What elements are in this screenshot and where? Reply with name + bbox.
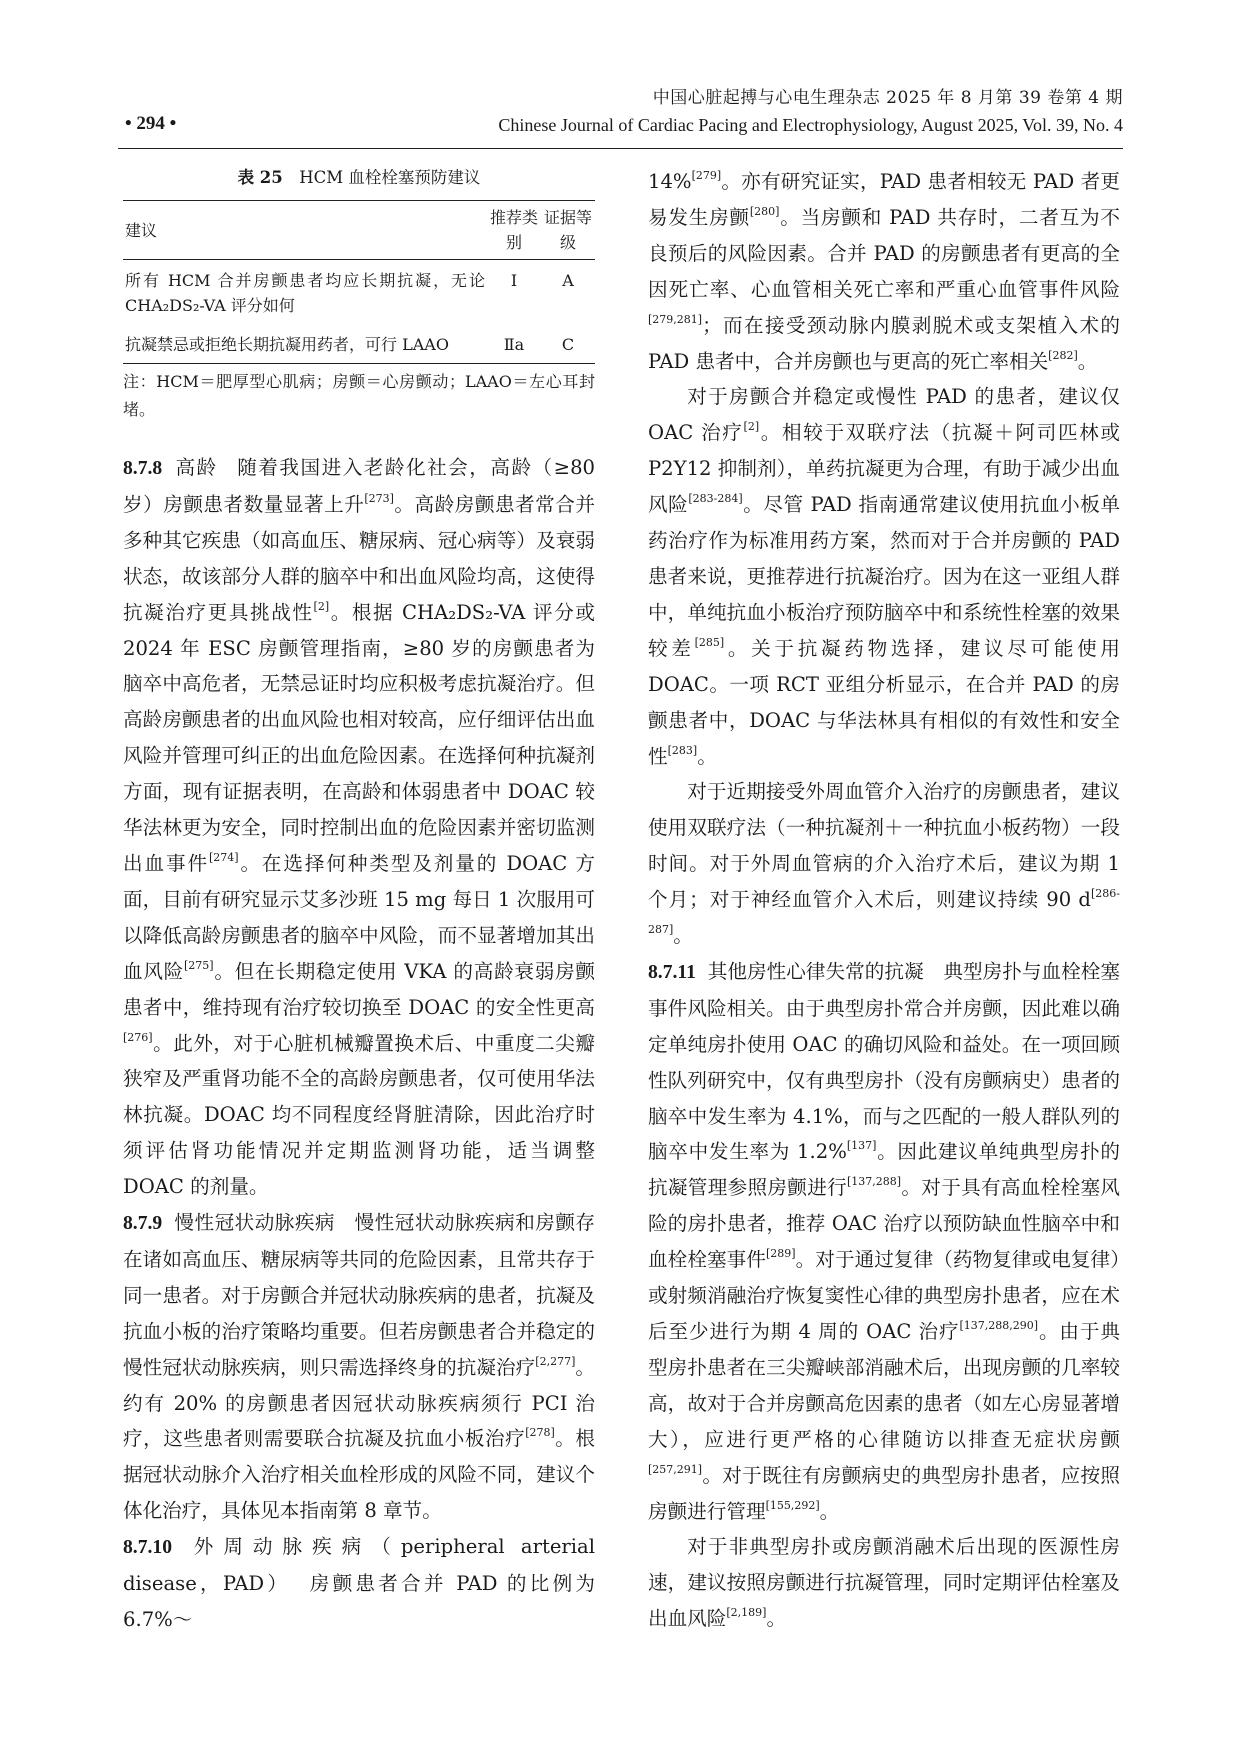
section-title: 慢性冠状动脉疾病 xyxy=(173,1211,336,1235)
section-8-7-8 xyxy=(123,450,595,1205)
citation: [279,281] xyxy=(648,312,703,326)
right-column xyxy=(648,164,1120,1637)
section-8-7-10 xyxy=(123,1529,595,1638)
body-text: 。根据冠状动脉介入治疗相关血栓形成的风险不同，建议个体化治疗，具体见本指南第 8 章节。 xyxy=(123,1427,595,1523)
header-recommendation: 建议 xyxy=(125,220,158,240)
body-text: 对于非典型房扑或房颤消融术后出现的医源性房速，建议按照房颤进行抗凝管理，同时定期评估栓塞及出血风险 xyxy=(648,1535,1120,1631)
citation: [2,277] xyxy=(535,1354,576,1368)
body-text: 。 xyxy=(819,1499,840,1523)
body-text: 。亦有研究证实，PAD 患者相较无 PAD 者更易发生房颤 xyxy=(648,170,1120,229)
body-text: 。 xyxy=(673,924,693,948)
row-recommendation: 所有 HCM 合并房颤患者均应长期抗凝，无论 CHA₂DS₂-VA 评分如何 xyxy=(125,271,485,315)
table-header-row xyxy=(123,201,595,260)
journal-title-cn: 中国心脏起搏与心电生理杂志 2025 年 8 月第 39 卷第 4 期 xyxy=(652,88,1123,108)
section-8-7-9 xyxy=(123,1205,595,1529)
citation: [275] xyxy=(184,958,214,972)
left-column xyxy=(123,164,595,1638)
body-text: 。 xyxy=(697,744,717,768)
citation: [137] xyxy=(846,1139,877,1153)
section-8-7-11 xyxy=(648,954,1120,1530)
section-title: 其他房性心律失常的抗凝 xyxy=(707,959,924,983)
journal-title-en: Chinese Journal of Cardiac Pacing and Electrophysiology, August 2025, Vol. 39, No. 4 xyxy=(498,115,1123,135)
body-text: 14% xyxy=(648,170,692,193)
header-level: 证据等级 xyxy=(543,208,592,252)
body-text: 。当房颤和 PAD 共存时，二者互为不良预后的风险因素。合并 PAD 的房颤患者有更高的全因死亡率、心血管相关死亡率和严重心血管事件风险 xyxy=(648,205,1121,301)
body-text: 。此外，对于心脏机械瓣置换术后、中重度二尖瓣狭窄及严重肾功能不全的高龄房颤患者，仅可使用华法林抗凝。DOAC 均不同程度经肾脏清除，因此治疗时须评估肾功能情况并定期监测肾功能，适当调整 DOAC 的剂量。 xyxy=(123,1031,595,1199)
row-level: C xyxy=(561,335,575,354)
section-number: 8.7.9 xyxy=(123,1213,163,1235)
body-text: 。但在长期稳定使用 VKA 的高龄衰弱房颤患者中，维持现有治疗较切换至 DOAC 的安全性更高 xyxy=(123,959,595,1019)
body-text: 。关于抗凝药物选择，建议尽可能使用 DOAC。一项 RCT 亚组分析显示，在合并 PAD 的房颤患者中，DOAC 与华法林具有相似的有效性和安全性 xyxy=(648,636,1121,768)
paragraph xyxy=(648,379,1120,774)
citation: [280] xyxy=(749,204,780,218)
table-row xyxy=(123,324,595,364)
paragraph xyxy=(648,1529,1120,1637)
body-text: 。因此建议单纯典型房扑的抗凝管理参照房颤进行 xyxy=(648,1140,1120,1200)
row-level: A xyxy=(562,271,574,290)
section-title: 外周动脉疾病（peripheral arterial disease，PAD） xyxy=(123,1535,595,1596)
section-number: 8.7.11 xyxy=(648,961,696,983)
table-caption xyxy=(123,166,595,190)
citation: [2,189] xyxy=(726,1606,767,1620)
paragraph xyxy=(648,164,1120,379)
citation: [155,292] xyxy=(765,1498,820,1512)
body-text: ；而在接受颈动脉内膜剥脱术或支架植入术的 PAD 患者中，合并房颤也与更高的死亡率相关 xyxy=(648,313,1120,373)
body-text: 。相较于双联疗法（抗凝＋阿司匹林或 P2Y12 抑制剂），单药抗凝更为合理，有助于减少出血风险 xyxy=(648,421,1121,517)
table-note: 注：HCM＝肥厚型心肌病；房颤＝心房颤动；LAAO＝左心耳封堵。 xyxy=(123,372,595,419)
citation: [2] xyxy=(743,420,760,434)
citation: [274] xyxy=(208,850,239,864)
header-rule xyxy=(118,148,1123,149)
body-text: 。根据 CHA₂DS₂-VA 评分或 2024 年 ESC 房颤管理指南，≥80 岁的房颤患者为脑卒中高危者，无禁忌证时均应积极考虑抗凝治疗。但高龄房颤患者的出血风险也相对较高，应仔细评估出血风险并管理可纠正的出血危险因素。在选择何种抗凝剂方面，现有证据表明，在高龄和体弱患者中 DOAC 较华法林更为安全，同时控制出血的危险因素并密切监测出血事件 xyxy=(123,600,595,875)
row-class: Ⅰ xyxy=(510,271,518,290)
body-text: 。由于典型房扑患者在三尖瓣峡部消融术后，出现房颤的几率较高，故对于合并房颤高危因素的患者（如左心房显著增大），应进行更严格的心律随访以排查无症状房颤 xyxy=(648,1320,1120,1451)
body-text: 。 xyxy=(766,1607,787,1631)
citation: [286-287] xyxy=(648,887,1120,937)
citation: [137,288,290] xyxy=(959,1319,1039,1332)
row-recommendation: 抗凝禁忌或拒绝长期抗凝用药者，可行 LAAO xyxy=(125,335,449,354)
section-number: 8.7.10 xyxy=(123,1537,172,1559)
citation: [279] xyxy=(691,169,722,182)
body-text: 对于房颤合并稳定或慢性 PAD 的患者，建议仅 OAC 治疗 xyxy=(648,385,1120,445)
section-title: 高龄 xyxy=(173,456,218,479)
body-text: 。对于通过复律（药物复律或电复律）或射频消融治疗恢复窦性心律的典型房扑患者，应在术后至少进行为期 4 周的 OAC 治疗 xyxy=(648,1248,1120,1343)
citation: [289] xyxy=(765,1247,796,1261)
table-caption-number: 表 25 xyxy=(237,168,283,187)
citation: [257,291] xyxy=(648,1462,703,1476)
table-row xyxy=(123,260,595,325)
body-text: 。高龄房颤患者常合并多种其它疾患（如高血压、糖尿病、冠心病等）及衰弱状态，故该部分人群的脑卒中和出血风险均高，这使得抗凝治疗更具挑战性 xyxy=(123,492,595,624)
body-text: 房颤患者合并 PAD 的比例为 6.7%～ xyxy=(123,1572,595,1631)
citation: [283] xyxy=(667,743,698,757)
body-text: 。尽管 PAD 指南通常建议使用抗血小板单药治疗作为标准用药方案，然而对于合并房颤的 PAD 患者来说，更推荐进行抗凝治疗。因为在这一亚组人群中，单纯抗血小板治疗预防脑卒中和系统性栓塞的效果较差 xyxy=(648,493,1121,660)
citation: [282] xyxy=(1048,348,1078,362)
table-25 xyxy=(123,166,595,424)
citation: [137,288] xyxy=(847,1175,902,1189)
row-class: Ⅱa xyxy=(503,335,525,354)
recommendation-table xyxy=(123,200,595,364)
body-text: 。约有 20% 的房颤患者因冠状动脉疾病须行 PCI 治疗，这些患者则需要联合抗凝及抗血小板治疗 xyxy=(123,1355,596,1451)
body-text: 对于近期接受外周血管介入治疗的房颤患者，建议使用双联疗法（一种抗凝剂＋一种抗血小板药物）一段时间。对于外周血管病的介入治疗术后，建议为期 1 个月；对于神经血管介入术后，则建议持续 90 d xyxy=(648,780,1120,912)
section-number: 8.7.8 xyxy=(123,458,163,479)
body-text: 。在选择何种类型及剂量的 DOAC 方面，目前有研究显示艾多沙班 15 mg 每日 1 次服用可以降低高龄房颤患者的脑卒中风险，而不显著增加其出血风险 xyxy=(123,851,596,983)
body-text: 。对于既往有房颤病史的典型房扑患者，应按照房颤进行管理 xyxy=(648,1463,1120,1523)
citation: [273] xyxy=(364,491,394,505)
table-caption-title: HCM 血栓栓塞预防建议 xyxy=(299,168,481,187)
spacer xyxy=(123,436,595,450)
body-text: 慢性冠状动脉疾病和房颤存在诸如高血压、糖尿病等共同的危险因素，且常共存于同一患者。对于房颤合并冠状动脉疾病的患者，抗凝及抗血小板的治疗策略均重要。但若房颤患者合并稳定的慢性冠状动脉疾病，则只需选择终身的抗凝治疗 xyxy=(123,1211,596,1379)
body-text: 。 xyxy=(1077,349,1098,373)
citation: [2] xyxy=(313,599,330,613)
body-text: 随着我国进入老龄化社会，高龄（≥80 岁）房颤患者数量显著上升 xyxy=(123,456,596,516)
citation: [276] xyxy=(123,1030,153,1044)
body-text: 典型房扑与血栓栓塞事件风险相关。由于典型房扑常合并房颤，因此难以确定单纯房扑使用 OAC 的确切风险和益处。在一项回顾性队列研究中，仅有典型房扑（没有房颤病史）患者的脑卒中发生率为 4.1%，而与之匹配的一般人群队列的脑卒中发生率为 1.2% xyxy=(648,959,1121,1164)
citation: [283-284] xyxy=(688,492,743,506)
header-class: 推荐类别 xyxy=(489,208,538,252)
citation: [285] xyxy=(694,635,725,649)
paragraph xyxy=(648,774,1120,954)
body-text: 。对于具有高血栓栓塞风险的房扑患者，推荐 OAC 治疗以预防缺血性脑卒中和血栓栓塞事件 xyxy=(648,1176,1121,1272)
citation: [278] xyxy=(525,1426,555,1440)
page-number: • 294 • xyxy=(125,113,177,134)
